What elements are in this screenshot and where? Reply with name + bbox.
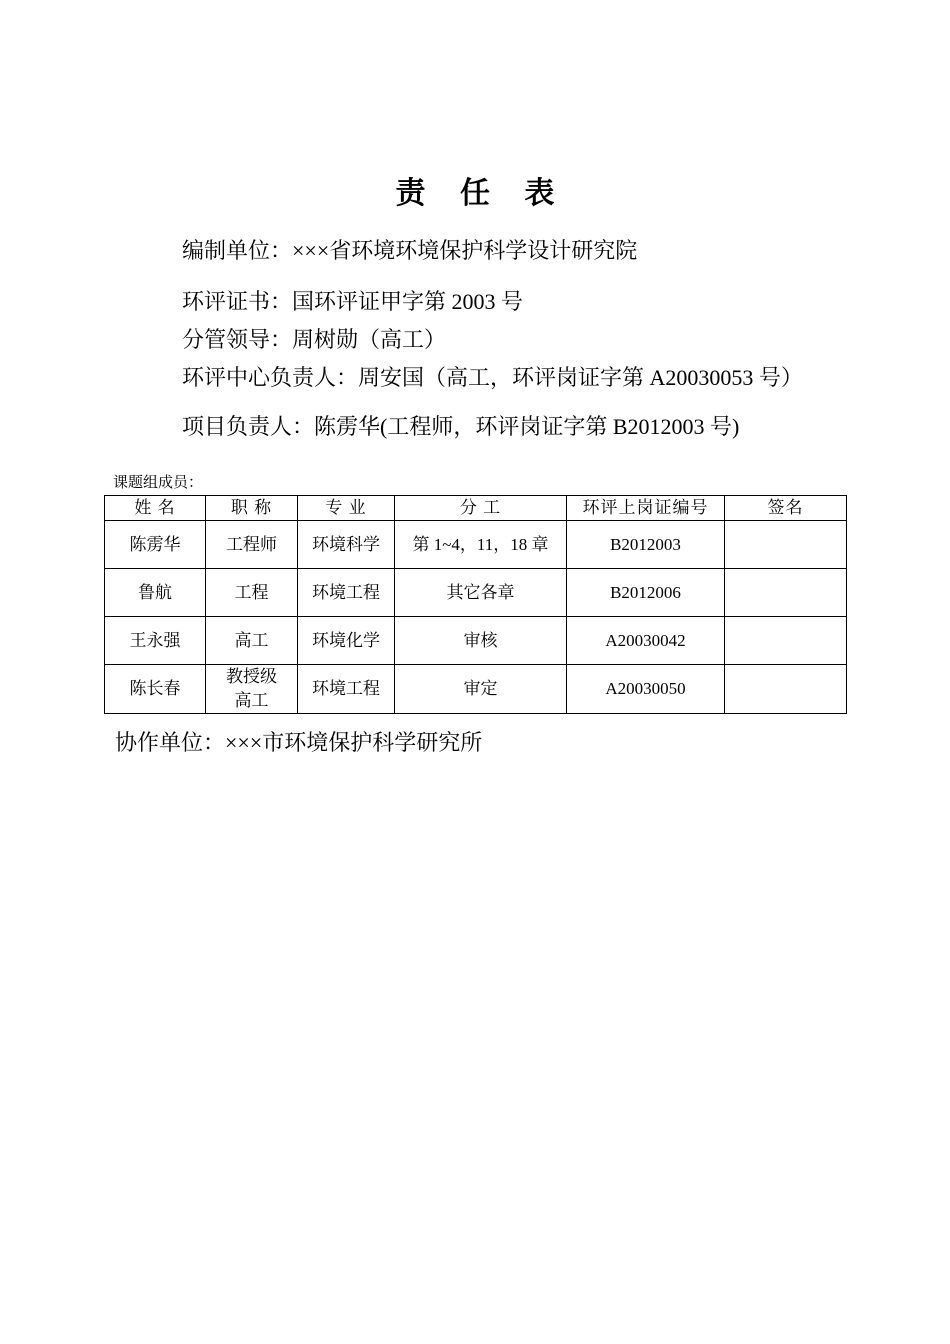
cell-cert: B2012003 [567,521,725,569]
cell-name: 陈雳华 [105,521,206,569]
table-header-row [105,496,847,521]
table-row [105,521,847,569]
center-head-line: 环评中心负责人：周安国（高工，环评岗证字第 A20030053 号） [182,365,803,390]
cell-signature [725,617,847,665]
cell-cert: B2012006 [567,569,725,617]
cell-cert: A20030050 [567,665,725,714]
cooperation-unit-line: 协作单位：×××市环境保护科学研究所 [115,730,483,755]
table-row [105,569,847,617]
supervisor-line: 分管领导：周树勋（高工） [182,327,447,352]
cell-duty: 审核 [395,617,567,665]
cell-title-line-2: 高工 [234,691,269,710]
compiling-unit-line: 编制单位：×××省环境环境保护科学设计研究院 [182,238,638,263]
header-cert: 环评上岗证编号 [567,496,725,521]
certificate-line: 环评证书：国环评证甲字第 2003 号 [182,289,524,314]
table-row [105,617,847,665]
cell-title: 高工 [206,617,298,665]
cell-major: 环境工程 [298,569,395,617]
header-duty: 分 工 [395,496,567,521]
header-title: 职 称 [206,496,298,521]
cell-title [206,665,298,714]
members-table [104,495,847,714]
table-row [105,665,847,714]
cell-signature [725,521,847,569]
cell-title: 工程 [206,569,298,617]
cell-title-line-1: 教授级 [226,667,277,686]
cell-name: 王永强 [105,617,206,665]
cell-major: 环境工程 [298,665,395,714]
cell-signature [725,665,847,714]
header-signature: 签名 [725,496,847,521]
cell-duty: 其它各章 [395,569,567,617]
cell-title: 工程师 [206,521,298,569]
document-title: 责 任 表 [395,176,567,211]
cell-name: 鲁航 [105,569,206,617]
project-lead-line: 项目负责人：陈雳华(工程师，环评岗证字第 B2012003 号) [182,414,740,439]
members-label: 课题组成员： [113,475,204,491]
header-name: 姓 名 [105,496,206,521]
cell-cert: A20030042 [567,617,725,665]
cell-duty: 第 1~4，11，18 章 [395,521,567,569]
cell-major: 环境科学 [298,521,395,569]
cell-signature [725,569,847,617]
cell-name: 陈长春 [105,665,206,714]
cell-major: 环境化学 [298,617,395,665]
cell-duty: 审定 [395,665,567,714]
header-major: 专 业 [298,496,395,521]
